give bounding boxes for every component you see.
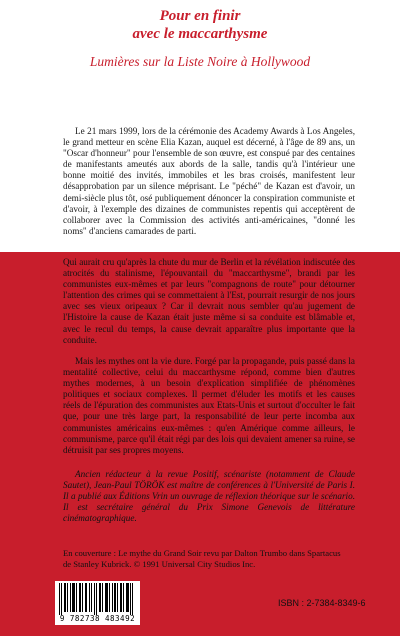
blurb-paragraph-2: Qui aurait cru qu'après la chute du mur de Berlin et la révélation indiscutée des atrocités du stalinisme, l'épouvantail du "maccarthysme", brandi par les communistes eux-mêmes et par leurs "compagnons de route" pour détourner l'attention des crimes qui se commettaient à l'Est, pourrait resurgir de nos jours avec ses vieux oripeaux ? Car il devrait nous sembler qu'au jugement de l'Histoire la cause de Kazan était juste même si sa conduite est blâmable et, avec le recul du temps, la cause devrait apparaître plus importante que la conduite. — [63, 257, 355, 345]
isbn: ISBN : 2-7384-8349-6 — [278, 598, 366, 608]
book-title-line-1: Pour en finir — [159, 8, 241, 24]
book-subtitle: Lumières sur la Liste Noire à Hollywood — [89, 54, 311, 69]
barcode — [55, 581, 140, 625]
barcode-number: 9 782738 483492 — [59, 614, 136, 623]
blurb-paragraph-1: Le 21 mars 1999, lors de la cérémonie des Academy Awards à Los Angeles, le grand metteur en scène Elia Kazan, auquel est décerné, à l'âge de 89 ans, un "Oscar d'honneur" pour l'ensemble de son œuvre, est conspué par des centaines de manifestants ameutés aux abords de la salle, tandis qu'à l'intérieur une bonne moitié des invités, immobiles et les bras croisés, manifestent leur désapprobation par un silence méprisant. Le "péché" de Kazan est d'avoir, un demi-siècle plus tôt, osé publiquement dénoncer la conspiration communiste et d'avoir, à l'exemple des dizaines de communistes repentis qui acceptèrent de collaborer avec la Commission des activités anti-américaines, "donné les noms" d'anciens camarades de parti. — [63, 126, 355, 236]
blurb-paragraph-3: Mais les mythes ont la vie dure. Forgé par la propagande, puis passé dans la mentalité collective, celui du maccarthysme répond, comme bien d'autres mythes modernes, à un besoin d'explication simplifiée de phénomènes politiques et sociaux complexes. Il permet d'éluder les motifs et les causes réels de l'épuration des communistes aux Etats-Unis et surtout d'occulter le fait que, pour une très large part, la responsabilité de leur perte incomba aux communistes américains eux-mêmes : qu'en Amérique comme ailleurs, le communisme, parce qu'il était régi par des lois qui devaient amener sa ruine, se détruisit par ses propres moyens. — [63, 356, 355, 455]
cover-credit-line-1: En couverture : Le mythe du Grand Soir revu par Dalton Trumbo dans Spartacus — [63, 548, 341, 558]
book-title-line-2: avec le maccarthysme — [132, 26, 268, 42]
author-bio: Ancien rédacteur à la revue Positif, scénariste (notamment de Claude Sautet), Jean-Paul TÖRÖK est maître de conférences à l'Université de Paris I. Il a publié aux Éditions Vrin un ouvrage de réflexion théorique sur le scénario. Il est secrétaire général du Prix Simone Genevois de littérature cinématographique. — [63, 469, 355, 524]
cover-credit-line-2: de Stanley Kubrick. © 1991 Universal City Studios Inc. — [63, 559, 256, 569]
cover-credit — [63, 548, 363, 570]
barcode-bars-icon — [59, 583, 136, 615]
